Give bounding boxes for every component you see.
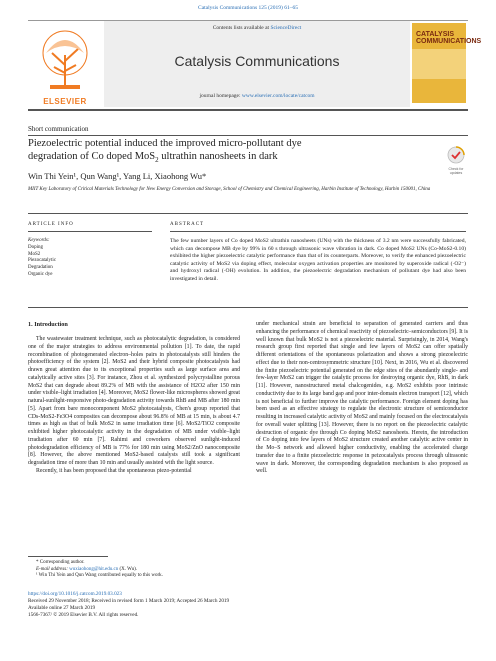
keyword: Piezocatalytic [28, 258, 57, 264]
abstract-text: The few number layers of Co doped MoS2 ultrathin nanosheets (UNs) with the thickness of 3.2 nm were successfully fabricated, which can decompose MB dye by 99% in 60 s through ultrasonic wave vibration in dark. Co doped MoS2 UNs (Co-MoS2-0.10) exhibited the higher piezoelectric catalytic performance than that of its counterparts. Moreover, to verify the enhanced piezoelectric catalytic activity of MoS2 via doping effect, molecular oxygen activation properties are monitored by superoxide radical (·O2⁻) and hydroxyl radical (·OH) evolution. In addition, the piezoelectric degradation mechanism of pollutant dye had also been investigated in detail. [170, 238, 466, 282]
keywords-block [28, 238, 56, 279]
divider [170, 231, 466, 232]
email-link[interactable]: wuxiaohong@hit.edu.cn [69, 566, 119, 572]
copyright: 1566-7367/ © 2019 Elsevier B.V. All rights reserved. [28, 612, 139, 618]
divider [28, 213, 468, 214]
cover-stripe [412, 49, 466, 79]
footnotes [36, 560, 163, 580]
journal-cover[interactable] [412, 23, 482, 103]
article-type: Short communication [28, 125, 89, 133]
check-for-updates-icon[interactable] [447, 146, 465, 166]
article-title [28, 137, 438, 167]
article-info-heading: ARTICLE INFO [28, 222, 74, 227]
right-column [256, 321, 468, 476]
keyword: Degradation [28, 265, 53, 271]
article-footer [28, 591, 229, 619]
affiliation: MIIT Key Laboratory of Critical Materials Technology for New Energy Conversion and Storage, School of Chemistry and Chemical Engineering, Harbin Institute of Technology, Harbin 150001, China [28, 187, 431, 192]
divider [28, 307, 468, 308]
paragraph: under mechanical strain are beneficial to separation of generated carriers and thus enhancing the performance of chemical reactivity of piezoelectric–semiconductors [9]. It is well known that bulk MoS2 is not a piezoelectric material. Surprisingly, in 2014, Wang's research group first reported that single and few layers of MoS2 can offer spatially different orientations of the spontaneous polarization and shows a strong piezoelectric effect due to their non-centrosymmetric structure [10]. Next, in 2016, Wu et al. discovered the finite piezoelectric potential generated on the edge sites of the abundantly single- and few-layer MoS2 can trigger the catalytic process for destroying organic dye, RhB, in dark [11]. However, nanostructured metal chalcogenides, e.g. MoS2 exhibits poor intrinsic conductivity due to its large band gap and poor inter-domain electron transport [12], which is not beneficial to further improve the catalytic performance. Foreign element doping has been used as an effective strategy to regulate the electronic structure of semiconductor resulting in increased catalytic activity of MoS2 and mainly focused on the electrocatalysis for overall water splitting [13]. However, there is no report on the piezoelectric catalytic destruction of organic dye through Co doping MoS2 nanosheets. Herein, the introduction of Co doping into few layers of MoS2 structure created another catalytic active center in the Mo–S network and allowed higher conductivity, enabling the accelerated charge transfer due to a finite piezoelectric response in peizocatalysis process through ultrasonic wave in dark. Moreover, the corresponding degradation mechanism is also proposed as well. [256, 321, 468, 475]
keyword: MoS2 [28, 251, 41, 257]
journal-title: Catalysis Communications [174, 53, 340, 69]
keywords-label: Keywords: [28, 238, 50, 243]
journal-banner [28, 20, 482, 111]
email-label: E-mail address: [36, 566, 70, 572]
footnote-divider [28, 556, 108, 557]
paragraph: Recently, it has been proposed that the spontaneous piezo-potential [36, 467, 192, 474]
equal-contribution-note: ¹ Win Thi Yein and Qun Wang contributed equally to this work. [36, 573, 163, 578]
banner-center [104, 21, 410, 107]
authors: Win Thi Yein¹, Qun Wang¹, Yang Li, Xiaohong Wu* [28, 171, 207, 181]
email-suffix: (X. Wu). [118, 566, 138, 572]
cover-title: CATALYSIS COMMUNICATIONS [416, 31, 482, 45]
abstract-heading: ABSTRACT [170, 222, 205, 227]
keyword: Doping [28, 244, 43, 250]
paragraph: The wastewater treatment technique, such as photocatalytic degradation, is considered one of the major strategies to address environmental pollution [1]. To date, the rapid recombination of photogenerated electron–holes pairs in photocatalysts still hinders the photoefficiency of the system [2]. MoS2 and their hybrid composite photocatalysts had drawn great attention due to its exceptional properties such as large surface area and catalytically active sites [3]. For instance, Zhou et al. synthesized polycrystalline porous MoS2 that can degrade about 89.2% of MB with the assistance of H2O2 after 150 min under visible–light irradiation [4]. Moreover, MoS2 flower-like microspheres showed great natural-sunlight-responsive photo-degradation activity towards RhB and MB after 180 min [5]. Apart from bare monocomponent MoS2 photocatalysts, Chen's group reported that CDs-MoS2-Fe3O4 composites can decompose about 96.8% of MB at 15 min, is about 4.7 times as high as that of bulk MoS2 in same irradiation time [6]. MoS2/TiO2 composite exhibited higher photocatalytic activity in the degradation of MB under visible–light irradiation after 60 min [7]. Rahimi and coworkers observed sunlight-induced photodegradation efficiency of MB is 77% for 180 min using MoS2/ZnO nanocomposite [8]. However, the above mentioned MoS2-based catalysts still took a significant degradation time of more than 10 min and usually assisted with the light source. [28, 336, 240, 466]
left-column [28, 336, 240, 476]
divider [28, 231, 152, 232]
homepage-line [104, 93, 410, 99]
check-for-updates-label: Check for updates [448, 167, 464, 175]
title-line-2b: ultrathin nanosheets in dark [158, 151, 278, 162]
title-line-1: Piezoelectric potential induced the improved micro-pollutant dye [28, 138, 302, 149]
introduction-heading: 1. Introduction [28, 321, 68, 328]
journal-reference[interactable]: Catalysis Communications 125 (2019) 61–65 [198, 5, 298, 11]
corresponding-author-note: * Corresponding author. [36, 560, 85, 565]
title-subscript: 2 [155, 156, 159, 165]
doi-link[interactable]: https://doi.org/10.1016/j.catcom.2019.03.023 [28, 591, 122, 597]
elsevier-wordmark: ELSEVIER [43, 97, 87, 106]
homepage-prefix: journal homepage: [199, 93, 242, 99]
title-line-2a: degradation of Co doped MoS [28, 151, 156, 162]
elsevier-tree-logo [30, 25, 100, 97]
sciencedirect-link[interactable]: ScienceDirect [270, 25, 302, 31]
contents-line [104, 25, 410, 31]
contents-prefix: Contents lists available at [212, 25, 271, 31]
dates: Received 29 November 2018; Received in revised form 1 March 2019; Accepted 26 March 2019 [28, 598, 230, 604]
divider [28, 135, 468, 136]
keyword: Organic dye [28, 271, 53, 277]
homepage-link[interactable]: www.elsevier.com/locate/catcom [241, 93, 315, 99]
available-online: Available online 27 March 2019 [28, 605, 96, 611]
